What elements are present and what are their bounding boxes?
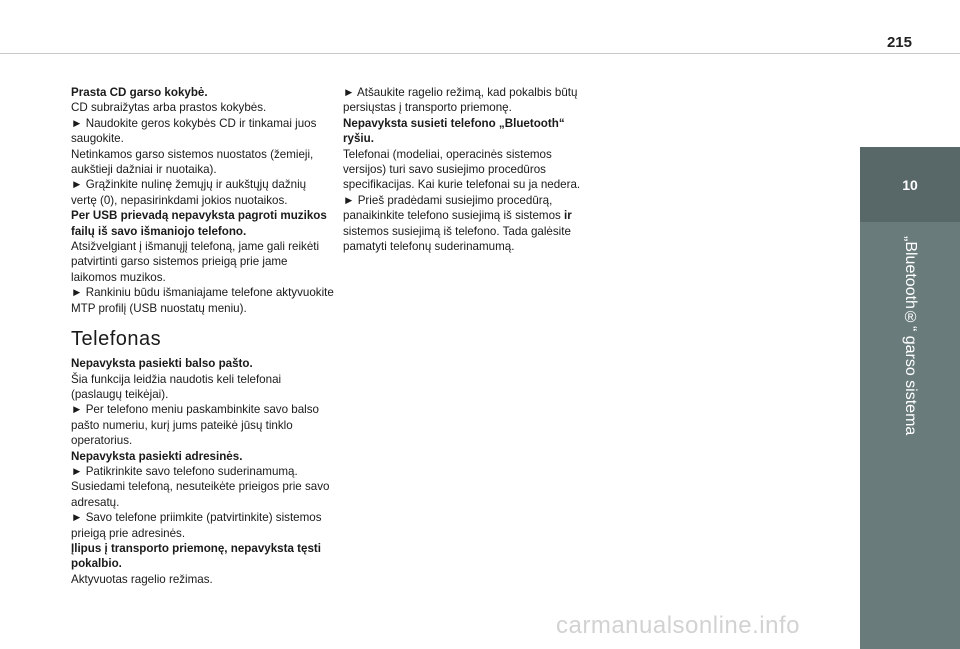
watermark: carmanualsonline.info [556,612,800,639]
text-run: ► Prieš pradėdami susiejimo procedūrą, panaikinkite telefono susiejimą iš sistemos [343,193,565,223]
chapter-number: 10 [860,147,960,222]
voicemail-title: Nepavyksta pasiekti balso pašto. [71,357,253,371]
address-title: Nepavyksta pasiekti adresinės. [71,449,243,463]
paragraph: ► Grąžinkite nulinę žemųjų ir aukštųjų dažnių vertę (0), nepasirinkdami jokios nuotaikos. [71,178,307,207]
paragraph: Susiedami telefoną, nesuteikėte prieigos prie savo adresatų. [71,480,330,509]
usb-title: Per USB prievadą nepavyksta pagroti muzikos failų iš savo išmaniojo telefono. [71,209,327,238]
call-title: Įlipus į transporto priemonę, nepavyksta tęsti pokalbio. [71,541,321,571]
paragraph: Atsižvelgiant į išmanųjį telefoną, jame gali reikėti patvirtinti garso sistemos prieigą prie jame laikomos muzikos. [71,240,320,284]
paragraph: Aktyvuotas ragelio režimas. [71,572,213,586]
header-divider [0,53,960,54]
text-run-bold: ir [564,209,572,223]
paragraph: Šia funkcija leidžia naudotis keli telefonai (paslaugų teikėjai). [71,372,282,401]
paragraph: CD subraižytas arba prastos kokybės. [71,101,267,115]
paragraph: ► Rankiniu būdu išmaniajame telefone aktyvuokite MTP profilį (USB nuostatų meniu). [71,286,334,315]
paragraph: ► Savo telefone priimkite (patvirtinkite) sistemos prieigą prie adresinės. [71,511,322,540]
paragraph: ► Patikrinkite savo telefono suderinamumą. [71,464,298,478]
paragraph: Telefonai (modeliai, operacinės sistemos versijos) turi savo susiejimo procedūros specifikacijas. Kai kurie telefonai su ja nedera. [343,147,581,192]
section-heading-phone: Telefonas [71,328,162,351]
page-number: 215 [886,34,912,51]
left-column [71,85,335,587]
paragraph [343,193,593,255]
chapter-title: „Bluetooth®“ garso sistema [902,236,919,436]
paragraph: ► Naudokite geros kokybės CD ir tinkamai juos saugokite. [71,116,317,146]
text-run: sistemos susiejimą iš telefono. Tada galėsite pamatyti telefonų suderinamumą. [343,224,571,254]
cd-quality-title: Prasta CD garso kokybė. [71,86,208,99]
paragraph: ► Atšaukite ragelio režimą, kad pokalbis būtų persiųstas į transporto priemonę. [343,86,578,115]
pair-title: Nepavyksta susieti telefono „Bluetooth“ ryšiu. [343,116,565,146]
right-column [343,85,593,254]
paragraph: ► Per telefono meniu paskambinkite savo balso pašto numeriu, kurį jums pateikė jūsų tinklo operatorius. [71,403,319,448]
paragraph: Netinkamos garso sistemos nuostatos (žemieji, aukštieji dažniai ir nuotaika). [71,147,314,177]
